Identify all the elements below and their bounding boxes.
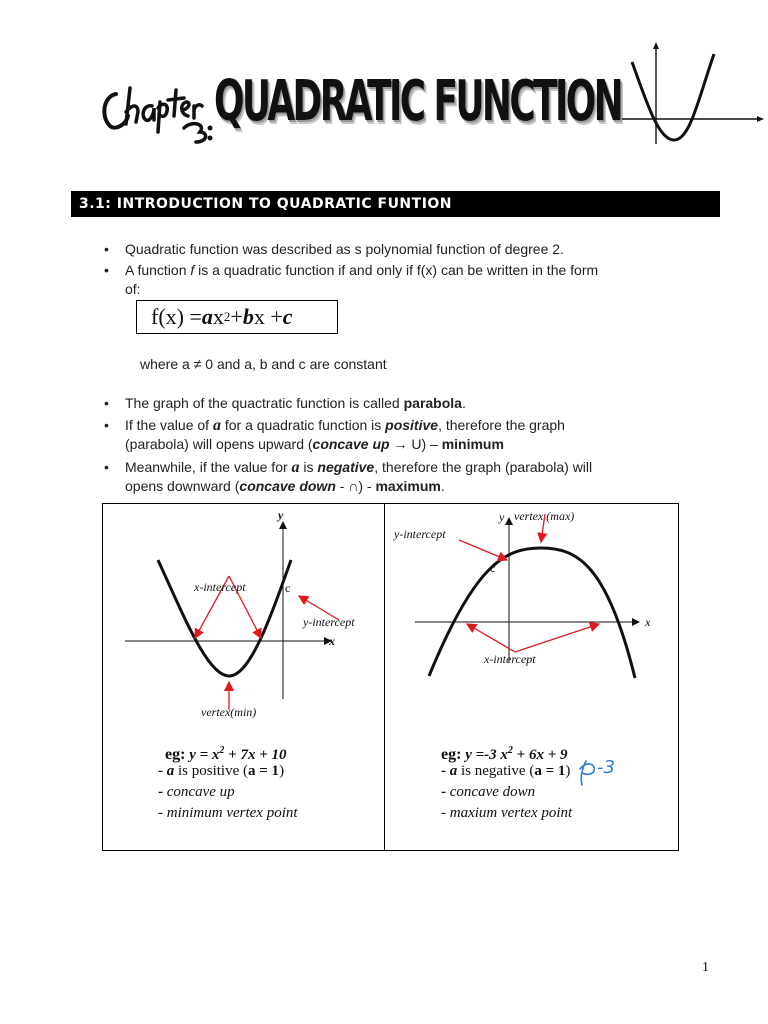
concave-up-graph — [103, 504, 383, 724]
chapter-script-lettering — [96, 76, 216, 146]
right-x-intercept-label: x-intercept — [484, 652, 536, 666]
left-x-intercept-label: x-intercept — [194, 580, 246, 594]
page-number: 1 — [702, 960, 709, 975]
general-form-formula: f(x) = a x 2 + b x + c — [136, 300, 338, 334]
right-y-intercept-label: y-intercept — [394, 527, 446, 541]
left-y-intercept-label: y-intercept — [303, 615, 355, 629]
right-c-label: c — [490, 561, 496, 575]
right-example-vertex: - maxium vertex point — [441, 805, 573, 821]
left-y-label: y — [278, 508, 284, 522]
right-x-label: x — [645, 615, 651, 629]
right-example-a: - a is negative (a = 1) — [441, 763, 571, 779]
right-y-label: y — [499, 510, 505, 524]
left-c-label: c — [285, 581, 291, 595]
left-example-a: - a is positive (a = 1) — [158, 763, 285, 779]
section-heading: 3.1: INTRODUCTION TO QUADRATIC FUNTION — [71, 191, 720, 217]
left-vertex-label: vertex(min) — [201, 705, 257, 719]
left-example-vertex: - minimum vertex point — [158, 805, 298, 821]
right-vertex-label: vertex (max) — [514, 509, 575, 523]
right-example-concave: - concave down — [441, 784, 536, 800]
handwritten-correction: -3 — [597, 757, 615, 778]
parabola-icon — [618, 40, 766, 152]
left-x-label: x — [329, 634, 335, 648]
parabola-up-curve — [158, 560, 291, 676]
left-example-equation: eg: $y = x^2 + 7x + 10$ — [165, 745, 287, 763]
formula-condition: where a ≠ 0 and a, b and c are constant — [140, 356, 387, 372]
right-example-equation: eg: y =-3 $x^2 + 6x + 9$ — [441, 745, 568, 763]
page-title: QUADRATIC FUNCTION — [214, 69, 622, 134]
left-example-concave: - concave up — [158, 784, 235, 800]
